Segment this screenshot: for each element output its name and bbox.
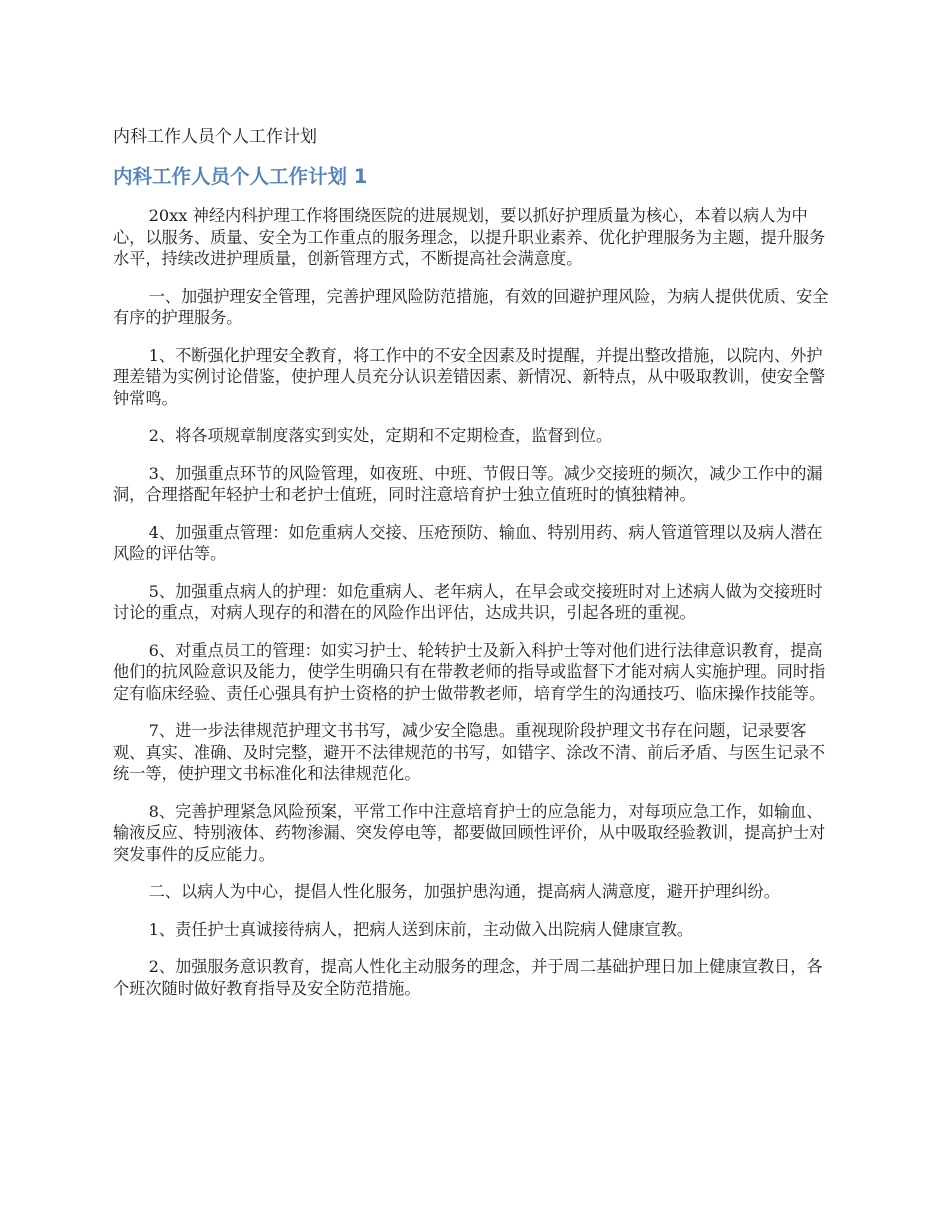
paragraph-item: 7、进一步法律规范护理文书书写，减少安全隐患。重视现阶段护理文书存在问题，记录要客观、真实、准确、及时完整，避开不法律规范的书写，如错字、涂改不清、前后矛盾、与医生记录不统一等，使护理文书标准化和法律规范化。 bbox=[113, 721, 826, 783]
paragraph-section-one: 一、加强护理安全管理，完善护理风险防范措施，有效的回避护理风险，为病人提供优质、安全有序的护理服务。 bbox=[113, 286, 829, 327]
document-title: 内科工作人员个人工作计划 bbox=[113, 127, 317, 147]
paragraph-item: 2、加强服务意识教育，提高人性化主动服务的理念，并于周二基础护理日加上健康宣教日，各个班次随时做好教育指导及安全防范措施。 bbox=[113, 957, 823, 998]
paragraph-item: 1、不断强化护理安全教育，将工作中的不安全因素及时提醒，并提出整改措施，以院内、外护理差错为实例讨论借鉴，使护理人员充分认识差错因素、新情况、新特点，从中吸取教训，使安全警钟常鸣。 bbox=[113, 345, 826, 408]
paragraph-intro: 20xx 神经内科护理工作将围绕医院的进展规划，要以抓好护理质量为核心，本着以病人为中心，以服务、质量、安全为工作重点的服务理念，以提升职业素养、优化护理服务为主题，提升服务水平，持续改进护理质量，创新管理方式，不断提高社会满意度。 bbox=[113, 206, 826, 268]
document-body bbox=[113, 205, 838, 1015]
paragraph-section-two: 二、以病人为中心，提倡人性化服务，加强护患沟通，提高病人满意度，避开护理纠纷。 bbox=[148, 882, 780, 901]
paragraph-item: 8、完善护理紧急风险预案，平常工作中注意培育护士的应急能力，对每项应急工作，如输血、输液反应、特别液体、药物渗漏、突发停电等，都要做回顾性评价，从中吸取经验教训，提高护士对突发事件的反应能力。 bbox=[113, 801, 826, 864]
paragraph-item: 4、加强重点管理：如危重病人交接、压疮预防、输血、特别用药、病人管道管理以及病人潜在风险的评估等。 bbox=[113, 522, 823, 563]
paragraph-item: 2、将各项规章制度落实到实处，定期和不定期检查，监督到位。 bbox=[148, 426, 613, 445]
paragraph-item: 3、加强重点环节的风险管理，如夜班、中班、节假日等。减少交接班的频次，减少工作中的漏洞，合理搭配年轻护士和老护士值班，同时注意培育护士独立值班时的慎独精神。 bbox=[113, 463, 823, 504]
paragraph-item: 6、对重点员工的管理：如实习护士、轮转护士及新入科护士等对他们进行法律意识教育，提高他们的抗风险意识及能力，使学生明确只有在带教老师的指导或监督下才能对病人实施护理。同时指定有临床经验、责任心强具有护士资格的护士做带教老师，培育学生的沟通技巧、临床操作技能等。 bbox=[113, 640, 826, 703]
paragraph-item: 1、责任护士真诚接待病人，把病人送到床前，主动做入出院病人健康宣教。 bbox=[148, 919, 694, 939]
section-heading: 内科工作人员个人工作计划 1 bbox=[113, 165, 368, 188]
paragraph-item: 5、加强重点病人的护理：如危重病人、老年病人，在早会或交接班时对上述病人做为交接班时讨论的重点，对病人现存的和潜在的风险作出评估，达成共识，引起各班的重视。 bbox=[113, 581, 823, 622]
